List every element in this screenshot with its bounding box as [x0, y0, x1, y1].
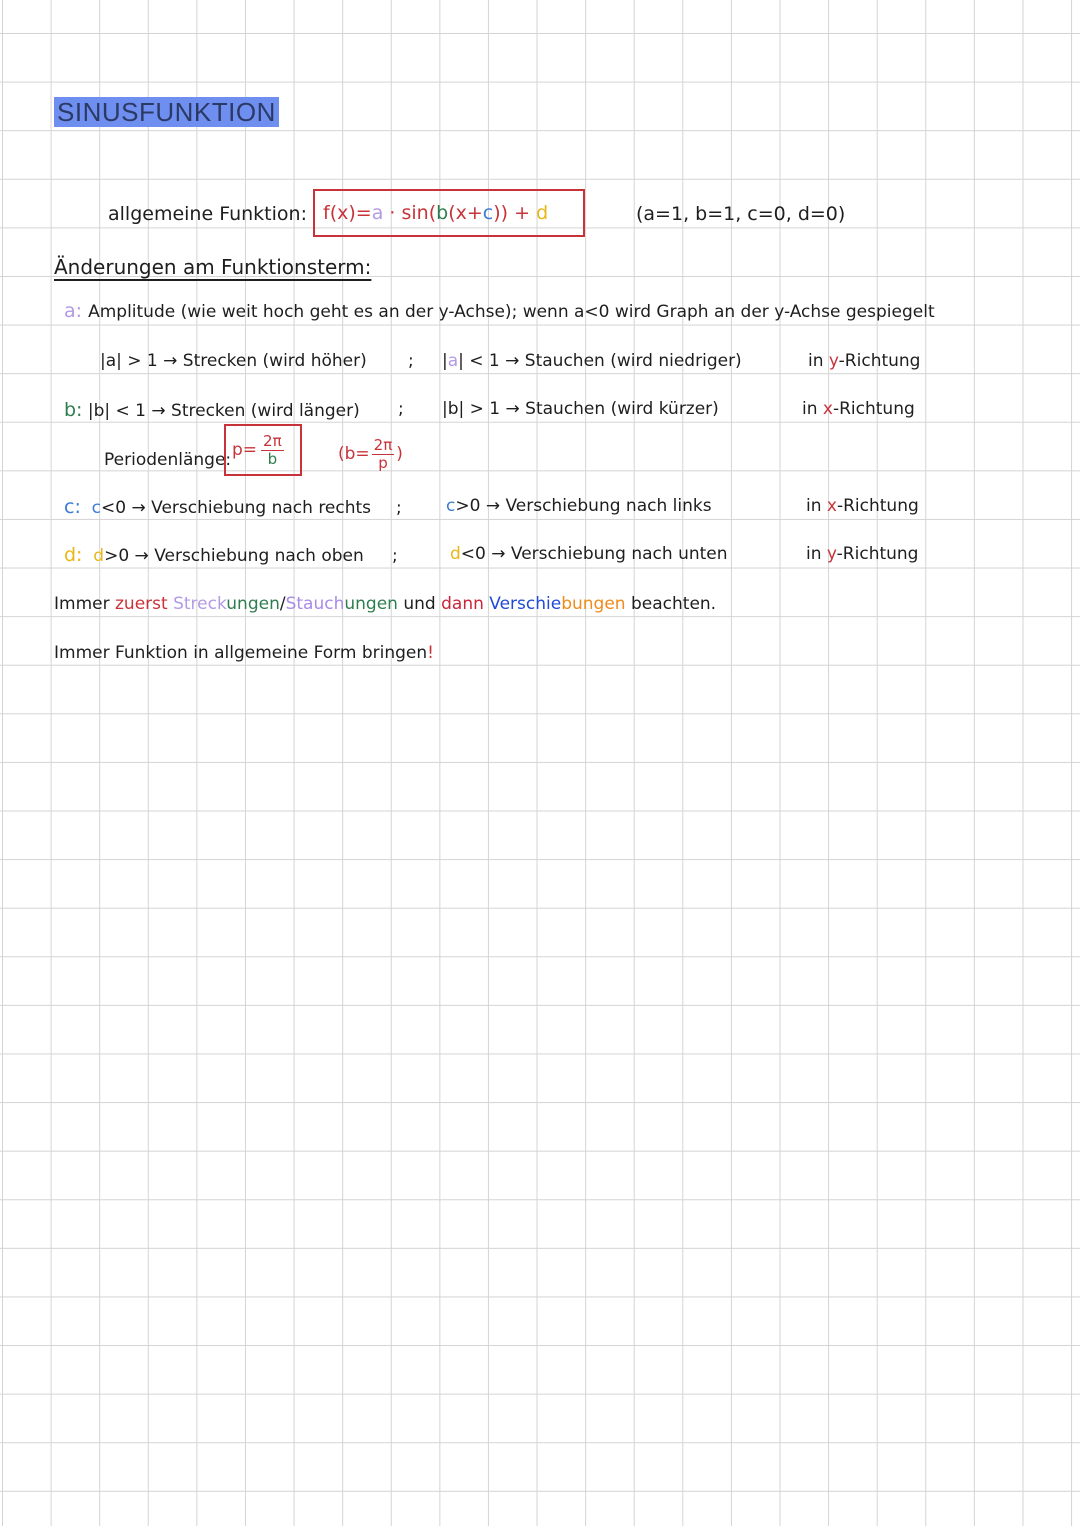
formula-a: a [371, 202, 384, 224]
a-stretch-rule: |a| > 1 → Strecken (wird höher) [100, 351, 367, 371]
rule-order-verschie-bungen: bungen [561, 594, 626, 614]
a-compress-rule [442, 351, 742, 371]
b-direction-axis: x [822, 399, 833, 419]
period-alt-denominator: p [378, 453, 388, 472]
b-label: b: [64, 399, 83, 421]
a-label: a: [64, 300, 83, 322]
rule-order-stauch-ungen: ungen [344, 594, 398, 614]
rule-order-stauch: Stauch [285, 594, 345, 614]
period-label: Periodenlänge: [104, 450, 232, 470]
b-row [64, 399, 360, 421]
period-numerator: 2π [263, 431, 282, 450]
d-right-rule [450, 544, 728, 564]
page-title: SINUSFUNKTION [54, 97, 279, 127]
d-direction-axis: y [826, 544, 837, 564]
c-right-var: c [446, 496, 456, 516]
rule-order [54, 594, 716, 614]
formula-d: d [536, 202, 549, 224]
b-separator: ; [398, 399, 404, 419]
d-left-var: d [93, 546, 105, 566]
a-direction [808, 351, 920, 371]
formula-close: )) [493, 202, 509, 224]
d-separator: ; [392, 546, 398, 566]
formula-plus1: + [466, 202, 483, 224]
default-parameters: (a=1, b=1, c=0, d=0) [636, 203, 846, 225]
rule-form-text: Immer Funktion in allgemeine Form bringen [54, 643, 428, 663]
rule-order-verschie: Verschie [489, 594, 562, 614]
period-p: p= [232, 440, 258, 460]
b-direction [802, 399, 915, 419]
d-row [64, 544, 364, 566]
formula-open2: ( [448, 202, 456, 224]
c-right-rule [446, 496, 712, 516]
a-direction-axis: y [828, 351, 839, 371]
rule-order-beachten: beachten. [630, 594, 717, 614]
c-direction-text: -Richtung [836, 496, 919, 516]
formula-b: b [436, 202, 449, 224]
rule-order-und: und [403, 594, 436, 614]
c-left-var: c [91, 498, 102, 518]
d-direction-in: in [806, 544, 822, 564]
formula-dot: · [389, 202, 396, 224]
page-title-highlight [54, 97, 279, 128]
c-direction [806, 496, 919, 516]
d-label: d: [64, 544, 83, 566]
rule-form-mark: ! [427, 643, 434, 663]
rule-order-immer: Immer [54, 594, 110, 614]
a-compress-bar: | [442, 351, 448, 371]
rule-order-dann: dann [441, 594, 484, 614]
a-row [64, 300, 935, 322]
c-direction-in: in [806, 496, 822, 516]
formula-open1: ( [428, 202, 437, 224]
formula-x: x [455, 202, 467, 224]
a-compress-var: a [447, 351, 459, 371]
general-formula-box [313, 189, 585, 237]
c-right-text: >0 → Verschiebung nach links [455, 496, 712, 516]
d-direction [806, 544, 918, 564]
c-row [64, 496, 371, 518]
rule-order-slash: / [279, 594, 286, 614]
d-right-text: <0 → Verschiebung nach unten [460, 544, 728, 564]
period-alt-open: (b= [338, 444, 370, 464]
d-direction-text: -Richtung [836, 544, 919, 564]
b-stretch-rule: |b| < 1 → Strecken (wird länger) [87, 401, 360, 421]
rule-order-streck-ungen: ungen [226, 594, 280, 614]
period-formula-box [224, 424, 302, 476]
rule-order-streck: Streck [173, 594, 227, 614]
period-denominator: b [267, 449, 278, 468]
b-compress-rule: |b| > 1 → Stauchen (wird kürzer) [442, 399, 719, 419]
d-right-var: d [450, 544, 461, 564]
c-label: c: [64, 496, 81, 518]
b-direction-text: -Richtung [832, 399, 915, 419]
rule-order-zuerst: zuerst [115, 594, 168, 614]
period-alt-close: ) [396, 444, 403, 464]
c-separator: ; [396, 498, 402, 518]
b-direction-in: in [802, 399, 818, 419]
c-left-rule: <0 → Verschiebung nach rechts [101, 498, 372, 518]
general-function-label: allgemeine Funktion: [108, 203, 307, 225]
a-compress-text: | < 1 → Stauchen (wird niedriger) [458, 351, 742, 371]
period-alt-formula [338, 432, 403, 476]
formula-plus2: + [514, 202, 531, 224]
period-fraction [261, 431, 284, 468]
period-alt-numerator: 2π [373, 435, 393, 454]
formula-prefix: f(x)= [323, 202, 372, 224]
d-left-rule: >0 → Verschiebung nach oben [104, 546, 364, 566]
formula-sin: sin [401, 202, 429, 224]
period-alt-fraction [372, 435, 395, 472]
c-direction-axis: x [826, 496, 837, 516]
a-description: Amplitude (wie weit hoch geht es an der y-Achse); wenn a<0 wird Graph an der y-Achse gespiegelt [88, 302, 935, 322]
a-direction-text: -Richtung [838, 351, 921, 371]
formula-c: c [482, 202, 494, 224]
changes-heading: Änderungen am Funktionsterm: [54, 255, 372, 279]
a-separator: ; [408, 351, 414, 371]
a-direction-in: in [808, 351, 824, 371]
rule-form [54, 643, 434, 663]
